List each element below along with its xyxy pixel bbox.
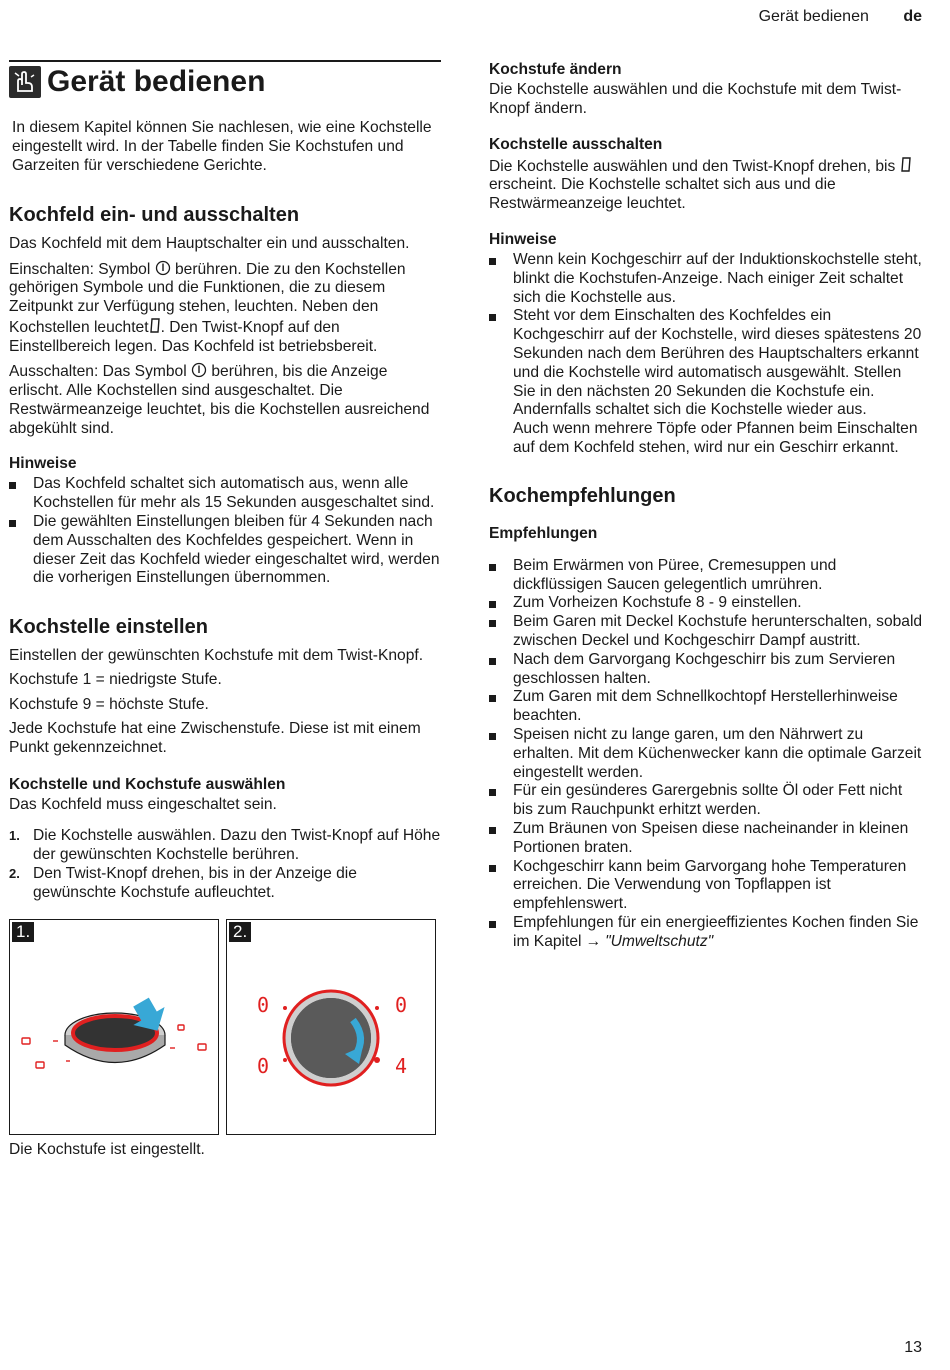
- hand-touch-icon: [9, 66, 41, 98]
- figures-row: [9, 919, 441, 1135]
- page-number: 13: [904, 1339, 922, 1357]
- set-p3: Kochstufe 9 = höchste Stufe.: [9, 695, 209, 713]
- list-item: Kochgeschirr kann beim Garvorgang hohe Temperaturen erreichen. Die Verwendung von Topflappen ist empfehlenswert.: [489, 858, 924, 914]
- list-item: Nach dem Garvorgang Kochgeschirr bis zum Servieren geschlossen halten.: [489, 651, 924, 689]
- list-item: Steht vor dem Einschalten des Kochfeldes ein Kochgeschirr auf der Kochstelle, wird dieses spätestens 20 Sekunden nach dem Berühren des Hauptschalters erkannt und die Kochstelle wird automatisch ausgewählt. Stellen Sie in den nächsten 20 Sekunden die Kochstufe ein. Andernfalls schaltet sich die Kochstelle wieder aus. Auch wenn mehrere Töpfe oder Pfannen beim Einschalten auf dem Kochfeld stehen, wird nur ein Geschirr erkannt.: [489, 307, 924, 457]
- onoff-p1: Das Kochfeld mit dem Hauptschalter ein und ausschalten.: [9, 235, 410, 253]
- zero-display-icon: [900, 156, 912, 173]
- steps-list: [9, 827, 441, 902]
- list-item: Wenn kein Kochgeschirr auf der Induktionskochstelle steht, blinkt die Kochstufen-Anzeige. Nach einiger Zeit schaltet sich die Kochstelle aus.: [489, 251, 924, 307]
- recommendations-list: [489, 557, 924, 952]
- display-digit: 0: [395, 992, 408, 1017]
- section-title-set: Kochstelle einstellen: [9, 616, 208, 639]
- select-heading: Kochstelle und Kochstufe auswählen: [9, 775, 286, 793]
- onoff-p2: Einschalten: Symbol berühren. Die zu den Kochstellen gehörigen Symbole und die Funktionen, die zu diesem Zeitpunkt zur Verfügung stehen, leuchten. Neben den Kochstellen leuchtet . Den Twist-Knopf auf den Einstellbereich legen. Das Kochfeld ist betriebsbereit.: [9, 260, 406, 355]
- page-header: [759, 8, 922, 27]
- power-icon: [155, 260, 171, 276]
- display-digit: 0: [257, 992, 270, 1017]
- left-column: [9, 60, 441, 1165]
- header-section-title: Gerät bedienen: [758, 8, 869, 25]
- onoff-p3: Ausschalten: Das Symbol berühren, bis die Anzeige erlischt. Alle Kochstellen sind ausgeschaltet. Die Restwärmeanzeige leuchtet, bis die Kochstellen ausreichend abgekühlt sind.: [9, 363, 430, 437]
- chapter-title: Gerät bedienen: [47, 65, 266, 98]
- list-item: Speisen nicht zu lange garen, um den Nährwert zu erhalten. Mit dem Küchenwecker kann die optimale Garzeit eingestellt werden.: [489, 726, 924, 782]
- zero-display-icon: [149, 317, 161, 334]
- display-digit: 0: [257, 1053, 270, 1078]
- list-item: Empfehlungen für ein energieeffizientes Kochen finden Sie im Kapitel → "Umweltschutz": [489, 914, 924, 952]
- select-precondition: Das Kochfeld muss eingeschaltet sein.: [9, 795, 277, 813]
- notes-heading: Hinweise: [9, 455, 77, 473]
- step-item: 1. Die Kochstelle auswählen. Dazu den Twist-Knopf auf Höhe der gewünschten Kochstelle berühren.: [9, 827, 441, 864]
- notes-heading: Hinweise: [489, 230, 557, 248]
- set-p2: Kochstufe 1 = niedrigste Stufe.: [9, 671, 222, 689]
- knob-touch-illustration: [10, 920, 218, 1134]
- list-item: Beim Garen mit Deckel Kochstufe herunterschalten, sobald zwischen Deckel und Kochgeschirr Dampf austritt.: [489, 613, 924, 651]
- figure-label: 1.: [12, 922, 34, 942]
- step-item: 2. Den Twist-Knopf drehen, bis in der Anzeige die gewünschte Kochstufe aufleuchtet.: [9, 865, 357, 901]
- figure-caption: Die Kochstufe ist eingestellt.: [9, 1140, 205, 1158]
- knob-turn-illustration: [227, 920, 435, 1134]
- header-language: de: [903, 8, 922, 25]
- list-item: Das Kochfeld schaltet sich automatisch aus, wenn alle Kochstellen für mehr als 15 Sekunden ausgeschaltet sind.: [9, 475, 441, 513]
- arrow-right-icon: →: [585, 932, 602, 950]
- list-item: Zum Bräunen von Speisen diese nacheinander in kleinen Portionen braten.: [489, 820, 924, 858]
- intro-text: In diesem Kapitel können Sie nachlesen, wie eine Kochstelle eingestellt wird. In der Tabelle finden Sie Kochstufen und Garzeiten für verschiedene Gerichte.: [12, 119, 432, 174]
- off-heading: Kochstelle ausschalten: [489, 135, 663, 153]
- recommendations-subheading: Empfehlungen: [489, 524, 598, 542]
- list-item: Für ein gesünderes Garergebnis sollte Öl oder Fett nicht bis zum Rauchpunkt erhitzt werden.: [489, 782, 924, 820]
- list-item: Zum Garen mit dem Schnellkochtopf Herstellerhinweise beachten.: [489, 688, 924, 726]
- change-text: Die Kochstelle auswählen und die Kochstufe mit dem Twist-Knopf ändern.: [489, 81, 902, 117]
- chapter-reference: "Umweltschutz": [605, 932, 714, 950]
- figure-step-2: [226, 919, 436, 1135]
- set-p4: Jede Kochstufe hat eine Zwischenstufe. Diese ist mit einem Punkt gekennzeichnet.: [9, 720, 421, 756]
- list-item: Beim Erwärmen von Püree, Cremesuppen und dickflüssigen Saucen gelegentlich umrühren.: [489, 557, 924, 595]
- notes-list: [489, 251, 924, 458]
- change-heading: Kochstufe ändern: [489, 61, 622, 78]
- section-title-recommendations: Kochempfehlungen: [489, 484, 676, 507]
- notes-list: [9, 475, 441, 588]
- section-title-onoff: Kochfeld ein- und ausschalten: [9, 204, 300, 227]
- chapter-heading: [9, 60, 441, 100]
- display-digit: 4: [395, 1053, 408, 1078]
- set-p1: Einstellen der gewünschten Kochstufe mit dem Twist-Knopf.: [9, 647, 424, 665]
- list-item: Die gewählten Einstellungen bleiben für 4 Sekunden nach dem Ausschalten des Kochfeldes gespeichert. Wenn in dieser Zeit das Kochfeld wieder eingeschaltet wird, werden die vorherigen Einstellungen übernommen.: [9, 513, 441, 588]
- off-text: Die Kochstelle auswählen und den Twist-Knopf drehen, bis erscheint. Die Kochstelle schaltet sich aus und die Restwärmeanzeige leuchtet.: [489, 156, 924, 214]
- list-item: Zum Vorheizen Kochstufe 8 - 9 einstellen.: [489, 594, 924, 613]
- power-icon: [191, 362, 207, 378]
- figure-step-1: [9, 919, 219, 1135]
- figure-label: 2.: [229, 922, 251, 942]
- right-column: [489, 60, 924, 956]
